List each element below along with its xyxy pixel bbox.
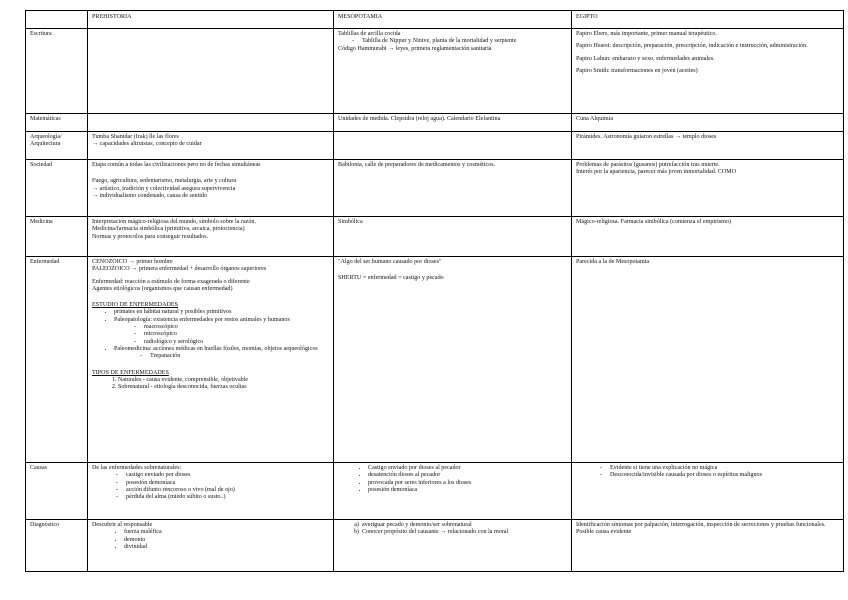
list-item: - castigo enviado por dioses <box>126 472 329 479</box>
list-item: • Castigo enviado por dioses al pecador <box>368 465 567 472</box>
cell-matematicas-prehistoria <box>88 114 334 132</box>
cell-diagnostico-prehistoria <box>88 520 334 572</box>
cell-arqueologia-prehistoria <box>88 132 334 160</box>
list-item: - macroscópico <box>144 324 329 331</box>
list <box>92 377 329 392</box>
list-item <box>114 346 329 361</box>
spacer <box>92 169 329 178</box>
list <box>338 465 567 494</box>
section-title: ESTUDIO DE ENFERMEDADES <box>92 302 178 309</box>
text-line: "Algo del ser humano causado por dioses" <box>338 259 442 265</box>
list-item: a. averiguar pecado y demonio/ser sobrenatural <box>362 522 567 529</box>
text-line: Medicina/farmacia simbólica (primitiva, arcaica, protociencia) <box>92 226 245 233</box>
cell-causas-prehistoria <box>88 463 334 520</box>
header-row <box>26 11 844 29</box>
row-diagnostico <box>26 520 844 572</box>
list-item <box>114 317 329 346</box>
list-item: • posesión demoníaca <box>368 487 567 494</box>
text-line: → individualismo condenado, causa de sentido <box>92 192 208 199</box>
cell-enfermedad-egipto: Parecida a la de Mesopotamia <box>572 257 844 463</box>
cell-medicina-prehistoria <box>88 217 334 257</box>
text-line: Posible causa evidente <box>576 529 632 536</box>
text-line: Código Hammurabi → leyes, primera reglamentación sanitaria <box>338 45 492 52</box>
cell-sociedad-prehistoria <box>88 160 334 217</box>
text-line: Fuego, agricultura, sedentarismo, metalurgia, arte y cultura <box>92 178 237 185</box>
list-item: • desatención dioses al pecador <box>368 472 567 479</box>
text-line: Papiro Hearst: descripción, preparación, prescripción, indicación e instrucción, administración. <box>576 43 808 50</box>
list-item: • provocada por seres inferiores a los dioses <box>368 480 567 487</box>
list-item: b. Conocer propósito del causante → relacionado con la moral <box>362 529 567 536</box>
text-line: Etapa común a todas las civilizaciones pero no de fechas simultáneas <box>92 162 261 168</box>
sublist <box>114 324 329 346</box>
text-line: SHERTU = enfermedad = castigo y pecado <box>338 275 444 282</box>
label-line: Arqueología/ <box>30 134 62 140</box>
list-item-text: Paleomedicina: acciones médicas en huellas fósiles, momias, objetos arqueológicos <box>114 345 318 352</box>
row-escritura <box>26 29 844 114</box>
row-label-matematicas: Matemáticas <box>26 114 88 132</box>
cell-diagnostico-mesopotamia <box>334 520 572 572</box>
list-item: - radiológico y serológico <box>144 339 329 346</box>
row-label-sociedad: Sociedad <box>26 160 88 217</box>
list-item: 2. Sobrenatural - etiología desconocida, fuerzas ocultas <box>118 384 329 391</box>
spacer <box>92 293 329 302</box>
text-line: Enfermedad: reacción a estímulo de forma exagerada o diferente <box>92 278 250 285</box>
text-line: PALEOZOICO → primera enfermedad + desarrollo órganos superiores <box>92 266 267 273</box>
text-line: Tablillas de arcilla cocida <box>338 31 401 37</box>
section-title: TIPOS DE ENFERMEDADES <box>92 369 169 376</box>
cell-arqueologia-mesopotamia <box>334 132 572 160</box>
row-sociedad <box>26 160 844 217</box>
header-prehistoria: PREHISTORIA <box>88 11 334 29</box>
text-line: Papiro Lahun: embarazo y sexo, enfermedades animales. <box>576 55 715 62</box>
text-line: Interés por la apariencia, parecer más joven inmortalidad. COMO <box>576 169 737 176</box>
text-line: Agentes etiológicos (organismos que causan enfermedad) <box>92 285 233 292</box>
list-item: 1. Naturales - causa evidente, comprensible, objetivable <box>118 377 329 384</box>
row-medicina <box>26 217 844 257</box>
label-line: Arquitectura <box>30 141 61 148</box>
cell-matematicas-mesopotamia: Unidades de medida. Clepsidra (reloj agua). Calendario Elefantina <box>334 114 572 132</box>
header-egipto: EGIPTO <box>572 11 844 29</box>
cell-causas-egipto <box>572 463 844 520</box>
cell-causas-mesopotamia <box>334 463 572 520</box>
list-item: - Trepanación <box>150 353 329 360</box>
list-item: - pérdida del alma (miedo súbito o susto..) <box>126 494 329 501</box>
text-line: Identificación síntomas por palpación, interrogación, inspección de secreciones y pruebas funcionales. <box>576 522 826 528</box>
list <box>92 472 329 501</box>
list <box>576 465 839 480</box>
header-mesopotamia: MESOPOTAMIA <box>334 11 572 29</box>
history-of-medicine-table <box>25 10 844 572</box>
cell-sociedad-mesopotamia: Babilonia, calle de preparadores de medicamentos y cosméticos. <box>334 160 572 217</box>
cell-enfermedad-mesopotamia <box>334 257 572 463</box>
cell-enfermedad-prehistoria <box>88 257 334 463</box>
cell-medicina-mesopotamia: Simbólica <box>334 217 572 257</box>
list-item: - Desconocida/invisible causada por dioses o espíritus malignos <box>610 472 839 479</box>
list-item: - Evidente si tiene una explicación no mágica <box>610 465 839 472</box>
text-line: Interpretación mágico-religiosa del mundo, símbolo sobre la razón. <box>92 219 256 225</box>
text-line: Tumba Shanidar (Irak) lle las flores <box>92 134 179 140</box>
cell-medicina-egipto: Mágico-religiosa. Farmacia simbólica (comienza el empirismo) <box>572 217 844 257</box>
row-label-arqueologia <box>26 132 88 160</box>
row-label-escritura: Escritura <box>26 29 88 114</box>
cell-sociedad-egipto <box>572 160 844 217</box>
list-item: • demonio <box>124 537 329 544</box>
list <box>338 38 567 45</box>
row-arqueologia <box>26 132 844 160</box>
text-line: → capacidades altruistas, concepto de cuidar <box>92 141 202 148</box>
list-item: • divinidad <box>124 544 329 551</box>
list-item: - posesión demoníaca <box>126 480 329 487</box>
cell-arqueologia-egipto: Pirámides. Astronomía guiaron estrellas → templo dioses <box>572 132 844 160</box>
cell-escritura-prehistoria <box>88 29 334 114</box>
row-label-medicina: Medicina <box>26 217 88 257</box>
list-item: - acción difunto rencoroso o vivo (mal de ojo) <box>126 487 329 494</box>
list-item: • primates en hábitat natural y posibles primitivos <box>114 309 329 316</box>
spacer <box>338 266 567 275</box>
cell-matematicas-egipto: Cuna Alquimia <box>572 114 844 132</box>
row-label-diagnostico: Diagnóstico <box>26 520 88 572</box>
cell-diagnostico-egipto <box>572 520 844 572</box>
text-line: Papiro Smith: transformaciones en joven (aceites) <box>576 67 698 74</box>
list-item: • fuerza maléfica <box>124 529 329 536</box>
list-item-text: Paleopatología: existencia enfermedades por restos animales y humanos <box>114 316 290 323</box>
row-enfermedad <box>26 257 844 463</box>
text-line: De las enfermedades sobrenaturales: <box>92 465 182 471</box>
text-line: CENOZOICO → primer hombre <box>92 259 173 265</box>
list <box>92 529 329 551</box>
list <box>92 309 329 360</box>
row-label-causas: Causas <box>26 463 88 520</box>
list-item: - microscópico <box>144 331 329 338</box>
row-matematicas <box>26 114 844 132</box>
sublist <box>114 353 329 360</box>
row-causas <box>26 463 844 520</box>
text-line: Papiro Ebers, más importante, primer manual terapéutico. <box>576 31 717 37</box>
text-line: Problemas de parásitos (gusanos) putrefacción tras muerte. <box>576 162 720 168</box>
corner-cell <box>26 11 88 29</box>
spacer <box>92 361 329 370</box>
text-line: Descubrir al responsable <box>92 522 153 528</box>
text-line: → artístico, tradición y colectividad asegura supervivencia <box>92 185 236 192</box>
cell-escritura-egipto <box>572 29 844 114</box>
text-line: Normas y protocolos para conseguir resultados. <box>92 233 209 240</box>
cell-escritura-mesopotamia <box>334 29 572 114</box>
row-label-enfermedad: Enfermedad <box>26 257 88 463</box>
list <box>338 522 567 537</box>
list-item: - Tablilla de Nippur y Ninive, planta de la mortalidad y serpiente <box>362 38 567 45</box>
